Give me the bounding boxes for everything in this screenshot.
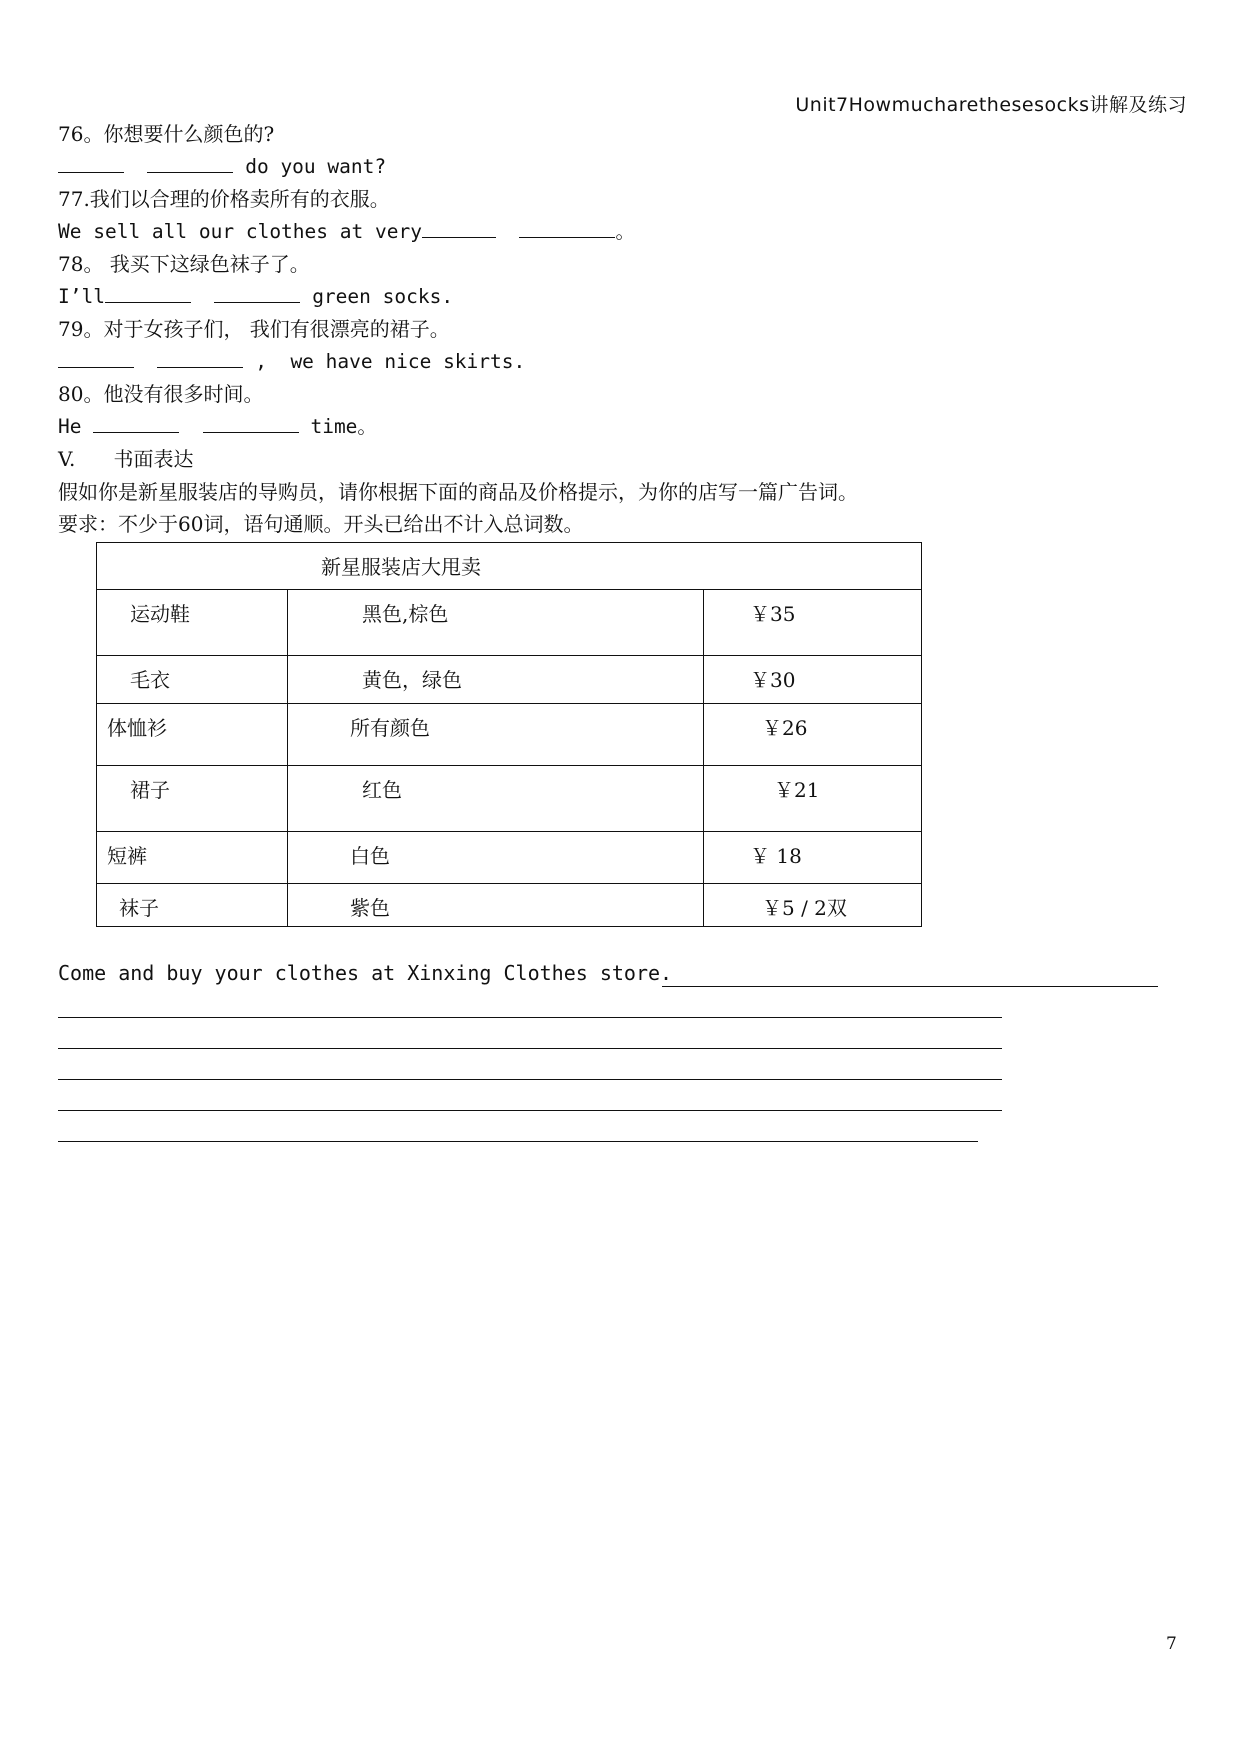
answer-blank[interactable]	[203, 414, 299, 433]
item-cell: 毛衣	[97, 656, 288, 704]
exercise-80-prompt: 80。他没有很多时间。	[58, 382, 264, 406]
essay-line	[58, 1053, 1198, 1084]
price-cell: ￥ 18	[704, 832, 922, 884]
exercise-77-text: We sell all our clothes at very	[58, 219, 422, 243]
writing-rule[interactable]	[58, 1141, 978, 1142]
essay-opening: Come and buy your clothes at Xinxing Clothes store.	[58, 961, 673, 985]
essay-line	[58, 1084, 1198, 1115]
color-cell: 白色	[288, 832, 704, 884]
exercise-78-answer-line	[58, 281, 1198, 314]
section-number: V.	[58, 447, 76, 471]
color-cell: 紫色	[288, 884, 704, 927]
price-cell: ￥26	[704, 704, 922, 766]
answer-blank[interactable]	[214, 284, 300, 303]
table-row	[97, 590, 922, 656]
exercise-76-answer-line	[58, 151, 1198, 184]
exercise-78-text: I’ll	[58, 284, 105, 308]
exercise-80-text: He	[58, 414, 94, 438]
essay-opening-line	[58, 960, 1198, 991]
table-title: 新星服装店大甩卖	[97, 543, 922, 590]
answer-blank[interactable]	[105, 284, 191, 303]
section-requirement: 要求：不少于60词，语句通顺。开头已给出不计入总词数。	[58, 512, 584, 536]
table-row	[97, 884, 922, 927]
price-cell: ￥35	[704, 590, 922, 656]
price-cell: ￥21	[704, 766, 922, 832]
translation-exercises	[58, 118, 1198, 541]
section-title: 书面表达	[113, 447, 194, 471]
answer-blank[interactable]	[147, 154, 233, 173]
writing-rule[interactable]	[58, 1110, 1002, 1111]
table-row	[97, 832, 922, 884]
color-cell: 所有颜色	[288, 704, 704, 766]
exercise-78-end: green socks.	[300, 284, 454, 308]
essay-writing-area	[58, 960, 1198, 1146]
exercise-76-prompt: 76。你想要什么颜色的?	[58, 122, 275, 146]
price-cell: ￥30	[704, 656, 922, 704]
table-row	[97, 656, 922, 704]
answer-blank[interactable]	[58, 154, 124, 173]
price-cell: ￥5 / 2双	[704, 884, 922, 927]
exercise-80-answer-line	[58, 411, 1198, 444]
table-title-row	[97, 543, 922, 590]
table-row	[97, 766, 922, 832]
writing-rule[interactable]	[662, 986, 1158, 987]
exercise-78-prompt: 78。 我买下这绿色袜子了。	[58, 252, 310, 276]
color-cell: 黄色，绿色	[288, 656, 704, 704]
color-cell: 黑色,棕色	[288, 590, 704, 656]
answer-blank[interactable]	[422, 219, 496, 238]
section-heading	[58, 443, 1198, 476]
document-header: Unit7Howmucharethesesocks讲解及练习	[795, 94, 1187, 116]
essay-line	[58, 1115, 1198, 1146]
exercise-80-end: time。	[298, 414, 377, 438]
exercise-77-answer-line	[58, 216, 1198, 249]
page-number: 7	[1166, 1634, 1177, 1654]
table-row	[97, 704, 922, 766]
product-price-table	[96, 542, 922, 927]
item-cell: 裙子	[97, 766, 288, 832]
writing-rule[interactable]	[58, 1048, 1002, 1049]
exercise-79-text: , we have nice skirts.	[243, 349, 526, 373]
writing-rule[interactable]	[58, 1079, 1002, 1080]
color-cell: 红色	[288, 766, 704, 832]
answer-blank[interactable]	[93, 414, 179, 433]
answer-blank[interactable]	[157, 349, 243, 368]
answer-blank[interactable]	[58, 349, 134, 368]
item-cell: 体恤衫	[97, 704, 288, 766]
item-cell: 短裤	[97, 832, 288, 884]
essay-line	[58, 991, 1198, 1022]
exercise-76-text: do you want?	[233, 154, 387, 178]
essay-line	[58, 1022, 1198, 1053]
item-cell: 运动鞋	[97, 590, 288, 656]
answer-blank[interactable]	[519, 219, 615, 238]
exercise-79-prompt: 79。对于女孩子们， 我们有很漂亮的裙子。	[58, 317, 450, 341]
item-cell: 袜子	[97, 884, 288, 927]
writing-rule[interactable]	[58, 1017, 1002, 1018]
section-instruction: 假如你是新星服装店的导购员，请你根据下面的商品及价格提示，为你的店写一篇广告词。	[58, 479, 858, 504]
exercise-77-end: 。	[615, 219, 635, 243]
exercise-77-prompt: 77.我们以合理的价格卖所有的衣服。	[58, 187, 390, 211]
exercise-79-answer-line	[58, 346, 1198, 379]
